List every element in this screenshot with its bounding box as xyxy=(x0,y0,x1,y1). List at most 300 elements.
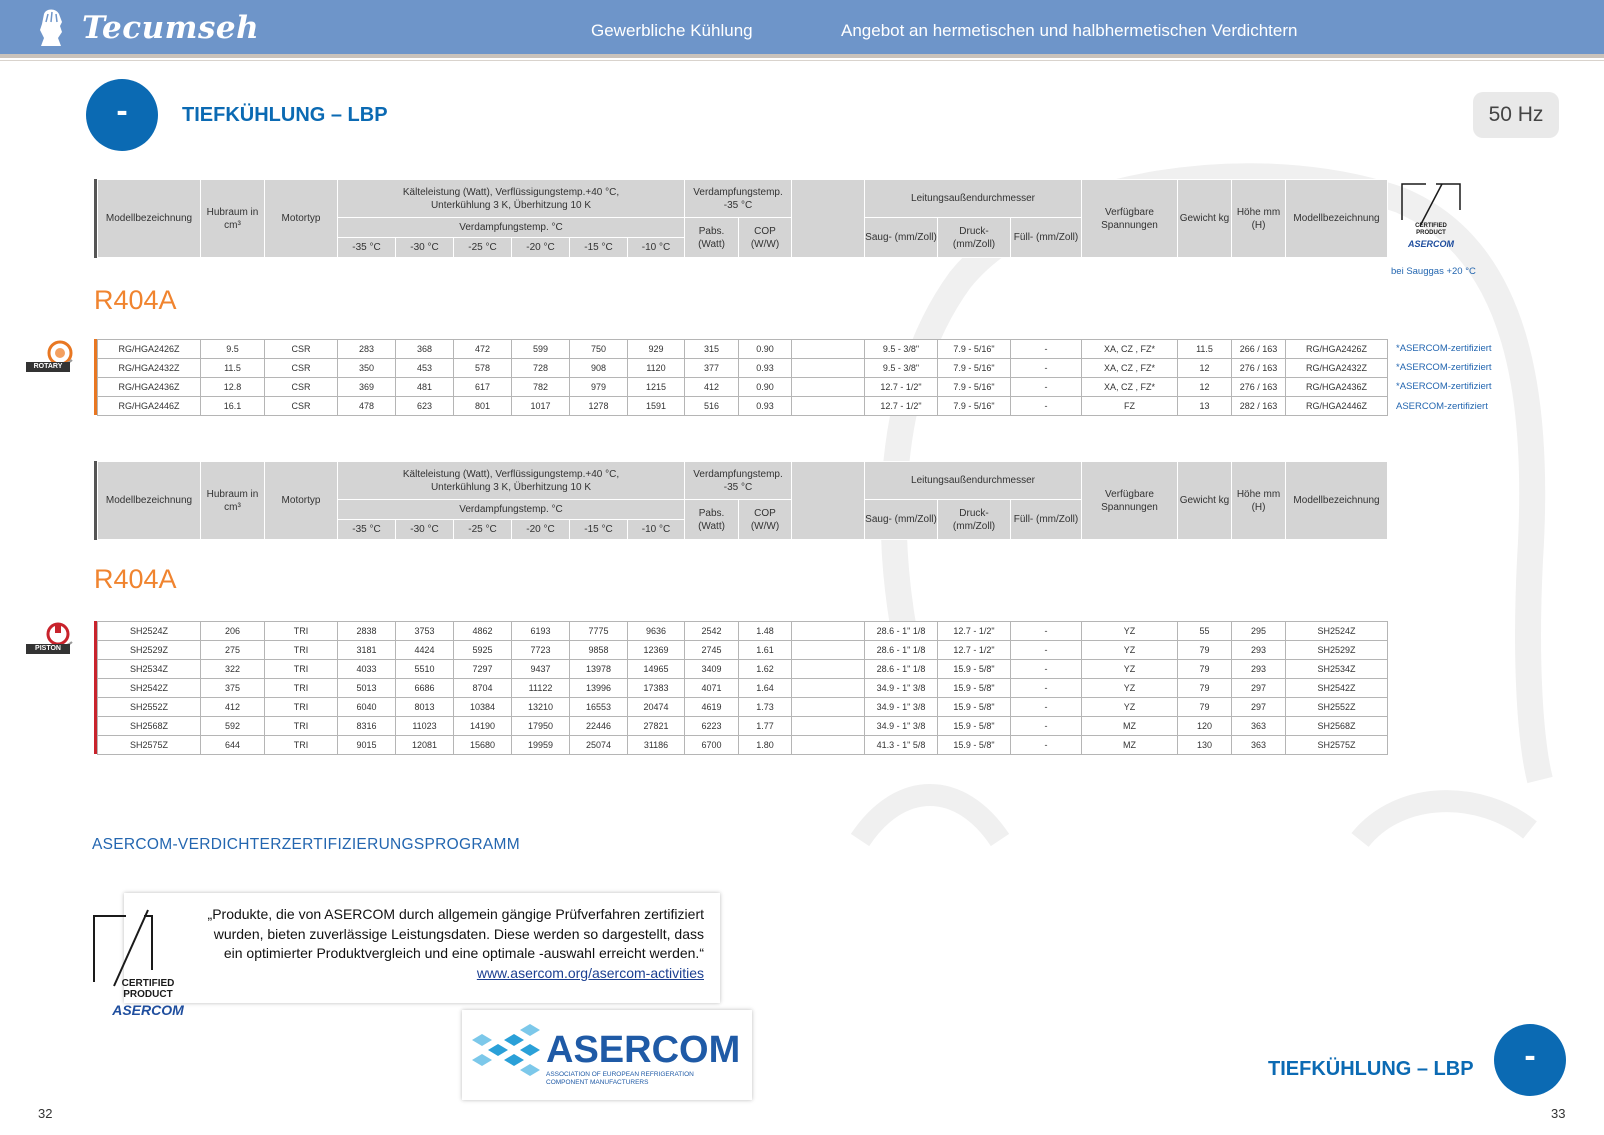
piston-cell: 13978 xyxy=(570,660,628,679)
tecumseh-logo-icon xyxy=(36,8,66,48)
piston-cell: 9636 xyxy=(628,622,685,641)
piston-cell: 27821 xyxy=(628,717,685,736)
piston-cell: 322 xyxy=(201,660,265,679)
piston-cell: 16553 xyxy=(570,698,628,717)
piston-cell: 6193 xyxy=(512,622,570,641)
piston-cell: 79 xyxy=(1178,679,1232,698)
rotary-cell: 516 xyxy=(685,397,739,416)
th-temp: -35 °C xyxy=(338,520,396,540)
rotary-cell: FZ xyxy=(1082,397,1178,416)
th-pabs: Pabs. (Watt) xyxy=(685,500,739,540)
th-temp: -10 °C xyxy=(628,238,685,258)
piston-cell: 1.62 xyxy=(739,660,792,679)
piston-cell: 9015 xyxy=(338,736,396,755)
piston-cell: 2542 xyxy=(685,622,739,641)
page-number-left: 32 xyxy=(38,1106,53,1121)
header-subtitle: Angebot an hermetischen und halbhermetischen Verdichtern xyxy=(841,21,1298,40)
rotary-cell: - xyxy=(1011,359,1082,378)
piston-cell: - xyxy=(1011,641,1082,660)
rotary-cell xyxy=(792,378,865,397)
th-pabs: Pabs. (Watt) xyxy=(685,218,739,258)
th-temp: -25 °C xyxy=(454,520,512,540)
piston-cell xyxy=(792,641,865,660)
rotary-row xyxy=(98,340,1388,359)
piston-cell: 28.6 - 1" 1/8 xyxy=(865,622,938,641)
piston-cell: 9437 xyxy=(512,660,570,679)
rotary-cell xyxy=(792,397,865,416)
refrigerant-label-piston: R404A xyxy=(94,564,177,594)
rotary-cell: 801 xyxy=(454,397,512,416)
th-empty xyxy=(792,180,865,258)
piston-badge-label: PISTON xyxy=(26,644,70,654)
piston-cell: 6040 xyxy=(338,698,396,717)
piston-cell: 4619 xyxy=(685,698,739,717)
piston-cell: 34.9 - 1" 3/8 xyxy=(865,698,938,717)
piston-row xyxy=(98,698,1388,717)
piston-cell: 4071 xyxy=(685,679,739,698)
footer-circle-icon: - xyxy=(1494,1024,1566,1096)
piston-cell: 1.77 xyxy=(739,717,792,736)
rotary-cell: 1278 xyxy=(570,397,628,416)
rotary-cell: 16.1 xyxy=(201,397,265,416)
piston-cell: 644 xyxy=(201,736,265,755)
piston-cell: SH2552Z xyxy=(98,698,201,717)
rotary-cell: CSR xyxy=(265,397,338,416)
quote-line: „Produkte, die von ASERCOM durch allgemein gängige Prüfverfahren zertifiziert xyxy=(207,906,704,922)
piston-cell: 17950 xyxy=(512,717,570,736)
piston-cell: 297 xyxy=(1232,698,1286,717)
th-displacement: Hubraum in cm³ xyxy=(201,180,265,258)
piston-cell: 8704 xyxy=(454,679,512,698)
rotary-cell: 369 xyxy=(338,378,396,397)
piston-cell: 12369 xyxy=(628,641,685,660)
piston-cell: SH2534Z xyxy=(1286,660,1388,679)
cert-large-text-2: PRODUCT xyxy=(123,989,173,1000)
piston-cell: TRI xyxy=(265,717,338,736)
piston-cell: YZ xyxy=(1082,622,1178,641)
rotary-cert-note: *ASERCOM-zertifiziert xyxy=(1396,362,1492,373)
rotary-cell: 12.7 - 1/2" xyxy=(865,378,938,397)
th-pipe: Leitungsaußendurchmesser xyxy=(865,462,1082,500)
piston-cell: 592 xyxy=(201,717,265,736)
th-cop: COP (W/W) xyxy=(739,218,792,258)
piston-cell: 6686 xyxy=(396,679,454,698)
rotary-cell: 0.93 xyxy=(739,397,792,416)
rotary-cell: 728 xyxy=(512,359,570,378)
piston-cell: SH2542Z xyxy=(1286,679,1388,698)
piston-cell: YZ xyxy=(1082,660,1178,679)
piston-cell: 31186 xyxy=(628,736,685,755)
piston-cell: 7723 xyxy=(512,641,570,660)
footer-title: TIEFKÜHLUNG – LBP xyxy=(1268,1058,1474,1080)
piston-cell: 2838 xyxy=(338,622,396,641)
piston-cell: TRI xyxy=(265,641,338,660)
piston-cell: MZ xyxy=(1082,717,1178,736)
frequency-badge: 50 Hz xyxy=(1473,92,1559,138)
piston-cell: 206 xyxy=(201,622,265,641)
piston-cell: SH2568Z xyxy=(1286,717,1388,736)
header-section: Gewerbliche Kühlung xyxy=(591,21,753,40)
piston-cell xyxy=(792,717,865,736)
piston-badge xyxy=(26,620,74,654)
rotary-cell: 472 xyxy=(454,340,512,359)
piston-cell: 3409 xyxy=(685,660,739,679)
rotary-cell: 623 xyxy=(396,397,454,416)
page-title: TIEFKÜHLUNG – LBP xyxy=(182,104,388,126)
rotary-cell: 7.9 - 5/16" xyxy=(938,397,1011,416)
rotary-cert-note: *ASERCOM-zertifiziert xyxy=(1396,381,1492,392)
piston-cell: 3753 xyxy=(396,622,454,641)
certified-product-logo xyxy=(1396,180,1466,254)
piston-cell: 5925 xyxy=(454,641,512,660)
asercom-logo-sub2: COMPONENT MANUFACTURERS xyxy=(546,1079,649,1086)
rotary-cell: 11.5 xyxy=(201,359,265,378)
piston-cell: 10384 xyxy=(454,698,512,717)
rotary-cell: XA, CZ , FZ* xyxy=(1082,378,1178,397)
piston-row xyxy=(98,736,1388,755)
rotary-cell: 0.90 xyxy=(739,378,792,397)
th-empty xyxy=(792,462,865,540)
piston-cell: 17383 xyxy=(628,679,685,698)
piston-cell: 5013 xyxy=(338,679,396,698)
piston-cell: 1.80 xyxy=(739,736,792,755)
piston-cell: SH2575Z xyxy=(1286,736,1388,755)
th-discharge: Druck- (mm/Zoll) xyxy=(938,218,1011,258)
rotary-row xyxy=(98,397,1388,416)
piston-cell: 1.61 xyxy=(739,641,792,660)
rotary-table xyxy=(97,339,1388,416)
piston-cell: 13210 xyxy=(512,698,570,717)
rotary-cell: 315 xyxy=(685,340,739,359)
piston-cell: 79 xyxy=(1178,698,1232,717)
quote-line: ein optimierter Produktvergleich und eine optimale -auswahl erreicht werden.“ xyxy=(223,945,704,961)
cert-large-brand: ASERCOM xyxy=(112,1002,184,1018)
piston-cell xyxy=(792,660,865,679)
table-header-piston xyxy=(97,461,1388,540)
th-suction: Saug- (mm/Zoll) xyxy=(865,500,938,540)
rotary-cell: 453 xyxy=(396,359,454,378)
piston-cell: 28.6 - 1" 1/8 xyxy=(865,660,938,679)
rotary-cell: 350 xyxy=(338,359,396,378)
piston-cell: 6700 xyxy=(685,736,739,755)
rotary-cell: - xyxy=(1011,340,1082,359)
piston-cell: 375 xyxy=(201,679,265,698)
piston-cell: SH2524Z xyxy=(98,622,201,641)
rotary-cell xyxy=(792,340,865,359)
piston-cell: MZ xyxy=(1082,736,1178,755)
cert-text-1: CERTIFIED xyxy=(1415,223,1447,229)
rotary-cell: 782 xyxy=(512,378,570,397)
rotary-cell: 266 / 163 xyxy=(1232,340,1286,359)
suction-gas-note: bei Sauggas +20 °C xyxy=(1391,266,1476,277)
cert-large-text-1: CERTIFIED xyxy=(121,978,175,989)
piston-cell: TRI xyxy=(265,679,338,698)
th-temp: -15 °C xyxy=(570,520,628,540)
rotary-cell: XA, CZ , FZ* xyxy=(1082,359,1178,378)
piston-cell: 15.9 - 5/8" xyxy=(938,698,1011,717)
piston-cell: 120 xyxy=(1178,717,1232,736)
asercom-logo xyxy=(462,1010,752,1100)
piston-cell: 34.9 - 1" 3/8 xyxy=(865,679,938,698)
rotary-cell: 12 xyxy=(1178,378,1232,397)
header-divider xyxy=(0,54,1604,58)
th-model-end: Modellbezeichnung xyxy=(1286,462,1388,540)
certified-product-logo-large xyxy=(92,908,184,1024)
th-model: Modellbezeichnung xyxy=(98,180,201,258)
piston-cell: 19959 xyxy=(512,736,570,755)
piston-cell: 2745 xyxy=(685,641,739,660)
piston-cell: 1.48 xyxy=(739,622,792,641)
rotary-cell: RG/HGA2426Z xyxy=(98,340,201,359)
th-model-end: Modellbezeichnung xyxy=(1286,180,1388,258)
rotary-cell: RG/HGA2436Z xyxy=(1286,378,1388,397)
brand-name: Tecumseh xyxy=(82,10,260,46)
piston-cell: 4424 xyxy=(396,641,454,660)
piston-cell: 8316 xyxy=(338,717,396,736)
rotary-cell: - xyxy=(1011,397,1082,416)
piston-cell: 1.64 xyxy=(739,679,792,698)
th-weight: Gewicht kg xyxy=(1178,462,1232,540)
rotary-cell: 368 xyxy=(396,340,454,359)
piston-cell: 12081 xyxy=(396,736,454,755)
th-capacity-line1: Kälteleistung (Watt), Verflüssigungstemp.+40 °C, xyxy=(402,468,620,480)
th-temp: -35 °C xyxy=(338,238,396,258)
piston-cell: 12.7 - 1/2" xyxy=(938,641,1011,660)
piston-cell: 293 xyxy=(1232,641,1286,660)
piston-cell: 15680 xyxy=(454,736,512,755)
piston-cell: 79 xyxy=(1178,641,1232,660)
th-temp: -15 °C xyxy=(570,238,628,258)
piston-cell: SH2542Z xyxy=(98,679,201,698)
rotary-cell: 0.90 xyxy=(739,340,792,359)
rotary-cell: 908 xyxy=(570,359,628,378)
rotary-cell: 0.93 xyxy=(739,359,792,378)
rotary-cell: 12.8 xyxy=(201,378,265,397)
th-capacity-line2: Unterkühlung 3 K, Überhitzung 10 K xyxy=(430,199,592,211)
section-circle-icon: - xyxy=(86,79,158,151)
piston-row xyxy=(98,717,1388,736)
piston-cell: 15.9 - 5/8" xyxy=(938,736,1011,755)
th-evap35 xyxy=(685,462,792,500)
th-displacement: Hubraum in cm³ xyxy=(201,462,265,540)
asercom-logo-name: ASERCOM xyxy=(546,1029,741,1071)
rotary-badge-label: ROTARY xyxy=(26,362,70,372)
rotary-row xyxy=(98,378,1388,397)
piston-cell: SH2529Z xyxy=(98,641,201,660)
rotary-cell: CSR xyxy=(265,340,338,359)
table-header-rotary xyxy=(97,179,1388,258)
piston-row xyxy=(98,660,1388,679)
piston-cell: SH2534Z xyxy=(98,660,201,679)
rotary-cell: 979 xyxy=(570,378,628,397)
th-temp: -20 °C xyxy=(512,520,570,540)
rotary-cell: 12 xyxy=(1178,359,1232,378)
piston-cell: 41.3 - 1" 5/8 xyxy=(865,736,938,755)
th-discharge: Druck- (mm/Zoll) xyxy=(938,500,1011,540)
piston-cell: YZ xyxy=(1082,641,1178,660)
piston-cell: 79 xyxy=(1178,660,1232,679)
th-suction: Saug- (mm/Zoll) xyxy=(865,218,938,258)
piston-cell: 25074 xyxy=(570,736,628,755)
rotary-cell: 1591 xyxy=(628,397,685,416)
th-cop: COP (W/W) xyxy=(739,500,792,540)
th-voltages: Verfügbare Spannungen xyxy=(1082,462,1178,540)
piston-cell: 12.7 - 1/2" xyxy=(938,622,1011,641)
piston-cell: 295 xyxy=(1232,622,1286,641)
rotary-cell: 7.9 - 5/16" xyxy=(938,340,1011,359)
piston-cell: SH2552Z xyxy=(1286,698,1388,717)
asercom-link[interactable]: www.asercom.org/asercom-activities xyxy=(476,964,704,981)
piston-cell: - xyxy=(1011,698,1082,717)
rotary-cell: CSR xyxy=(265,378,338,397)
rotary-cell: 599 xyxy=(512,340,570,359)
piston-cell: 412 xyxy=(201,698,265,717)
rotary-cell: RG/HGA2446Z xyxy=(1286,397,1388,416)
piston-cell: 1.73 xyxy=(739,698,792,717)
piston-cell: TRI xyxy=(265,660,338,679)
th-motor: Motortyp xyxy=(265,462,338,540)
rotary-cell: 283 xyxy=(338,340,396,359)
piston-cell: 13996 xyxy=(570,679,628,698)
piston-cell: - xyxy=(1011,679,1082,698)
piston-cell: 130 xyxy=(1178,736,1232,755)
piston-cell: TRI xyxy=(265,622,338,641)
quote-line: wurden, bieten zuverlässige Leistungsdaten. Diese werden so dargestellt, dass xyxy=(213,925,704,942)
rotary-cell: 276 / 163 xyxy=(1232,378,1286,397)
rotary-cell: 578 xyxy=(454,359,512,378)
rotary-cell: 9.5 xyxy=(201,340,265,359)
piston-cell: 15.9 - 5/8" xyxy=(938,717,1011,736)
piston-cell: SH2529Z xyxy=(1286,641,1388,660)
th-temp: -25 °C xyxy=(454,238,512,258)
piston-cell: 5510 xyxy=(396,660,454,679)
piston-cell: 14190 xyxy=(454,717,512,736)
piston-cell: 7297 xyxy=(454,660,512,679)
program-heading: ASERCOM-VERDICHTERZERTIFIZIERUNGSPROGRAMM xyxy=(92,836,520,853)
rotary-cell: 7.9 - 5/16" xyxy=(938,359,1011,378)
piston-cell xyxy=(792,698,865,717)
rotary-cell: 282 / 163 xyxy=(1232,397,1286,416)
th-height: Höhe mm (H) xyxy=(1232,180,1286,258)
piston-cell: - xyxy=(1011,660,1082,679)
rotary-cell: 1120 xyxy=(628,359,685,378)
rotary-cell: RG/HGA2432Z xyxy=(98,359,201,378)
page-number-right: 33 xyxy=(1551,1106,1566,1121)
cert-brand: ASERCOM xyxy=(1407,239,1455,249)
piston-cell: TRI xyxy=(265,736,338,755)
th-capacity xyxy=(338,462,685,500)
th-motor: Motortyp xyxy=(265,180,338,258)
rotary-cell: - xyxy=(1011,378,1082,397)
rotary-cert-note: ASERCOM-zertifiziert xyxy=(1396,401,1488,412)
piston-cell: 34.9 - 1" 3/8 xyxy=(865,717,938,736)
th-evap35 xyxy=(685,180,792,218)
piston-cell xyxy=(792,736,865,755)
rotary-cell: 9.5 - 3/8" xyxy=(865,340,938,359)
piston-cell: 7775 xyxy=(570,622,628,641)
piston-cell: TRI xyxy=(265,698,338,717)
rotary-cell: RG/HGA2426Z xyxy=(1286,340,1388,359)
rotary-cell: RG/HGA2446Z xyxy=(98,397,201,416)
rotary-cell: 9.5 - 3/8" xyxy=(865,359,938,378)
th-voltages: Verfügbare Spannungen xyxy=(1082,180,1178,258)
rotary-cell: 377 xyxy=(685,359,739,378)
piston-cell xyxy=(792,679,865,698)
th-height: Höhe mm (H) xyxy=(1232,462,1286,540)
piston-cell: SH2524Z xyxy=(1286,622,1388,641)
piston-cell: 363 xyxy=(1232,717,1286,736)
piston-row xyxy=(98,622,1388,641)
rotary-cell: 276 / 163 xyxy=(1232,359,1286,378)
piston-cell: 6223 xyxy=(685,717,739,736)
piston-cell: SH2575Z xyxy=(98,736,201,755)
th-temp: -30 °C xyxy=(396,238,454,258)
piston-cell: 9858 xyxy=(570,641,628,660)
rotary-cell: 478 xyxy=(338,397,396,416)
rotary-cell: 11.5 xyxy=(1178,340,1232,359)
asercom-logo-box xyxy=(462,1010,752,1100)
piston-cell: 11023 xyxy=(396,717,454,736)
rotary-cell: RG/HGA2432Z xyxy=(1286,359,1388,378)
th-capacity-line2: Unterkühlung 3 K, Überhitzung 10 K xyxy=(430,481,592,493)
th-evap35-line2: -35 °C xyxy=(723,481,753,493)
rotary-cell: 617 xyxy=(454,378,512,397)
piston-row xyxy=(98,679,1388,698)
piston-cell: 28.6 - 1" 1/8 xyxy=(865,641,938,660)
piston-cell: 3181 xyxy=(338,641,396,660)
asercom-logo-sub1: ASSOCIATION OF EUROPEAN REFRIGERATION xyxy=(546,1071,694,1078)
rotary-cell: 481 xyxy=(396,378,454,397)
rotary-badge xyxy=(26,338,74,372)
cert-text-2: PRODUCT xyxy=(1416,230,1446,236)
piston-cell: 363 xyxy=(1232,736,1286,755)
th-model: Modellbezeichnung xyxy=(98,462,201,540)
th-temp: -20 °C xyxy=(512,238,570,258)
header-divider-thin xyxy=(0,60,1604,61)
quote-text xyxy=(164,905,704,983)
piston-cell: YZ xyxy=(1082,698,1178,717)
piston-cell: 297 xyxy=(1232,679,1286,698)
th-evap35-line1: Verdampfungstemp. xyxy=(693,186,783,198)
rotary-cert-note: *ASERCOM-zertifiziert xyxy=(1396,343,1492,354)
piston-cell: 20474 xyxy=(628,698,685,717)
piston-cell: 8013 xyxy=(396,698,454,717)
piston-cell: 15.9 - 5/8" xyxy=(938,660,1011,679)
piston-cell: 14965 xyxy=(628,660,685,679)
th-weight: Gewicht kg xyxy=(1178,180,1232,258)
rotary-cell: CSR xyxy=(265,359,338,378)
th-evap35-line2: -35 °C xyxy=(723,199,753,211)
piston-cell: 22446 xyxy=(570,717,628,736)
rotary-cell: 13 xyxy=(1178,397,1232,416)
rotary-cell: 929 xyxy=(628,340,685,359)
rotary-cell: 1215 xyxy=(628,378,685,397)
rotary-cell: XA, CZ , FZ* xyxy=(1082,340,1178,359)
piston-cell: 275 xyxy=(201,641,265,660)
th-temp: -10 °C xyxy=(628,520,685,540)
piston-table xyxy=(97,621,1388,755)
rotary-cell: 750 xyxy=(570,340,628,359)
th-fill: Füll- (mm/Zoll) xyxy=(1011,500,1082,540)
th-evap-temp: Verdampfungstemp. °C xyxy=(338,218,685,238)
piston-cell: - xyxy=(1011,717,1082,736)
piston-cell: 293 xyxy=(1232,660,1286,679)
rotary-cell: RG/HGA2436Z xyxy=(98,378,201,397)
piston-cell: - xyxy=(1011,622,1082,641)
piston-cell: 4033 xyxy=(338,660,396,679)
piston-cell xyxy=(792,622,865,641)
th-evap-temp: Verdampfungstemp. °C xyxy=(338,500,685,520)
